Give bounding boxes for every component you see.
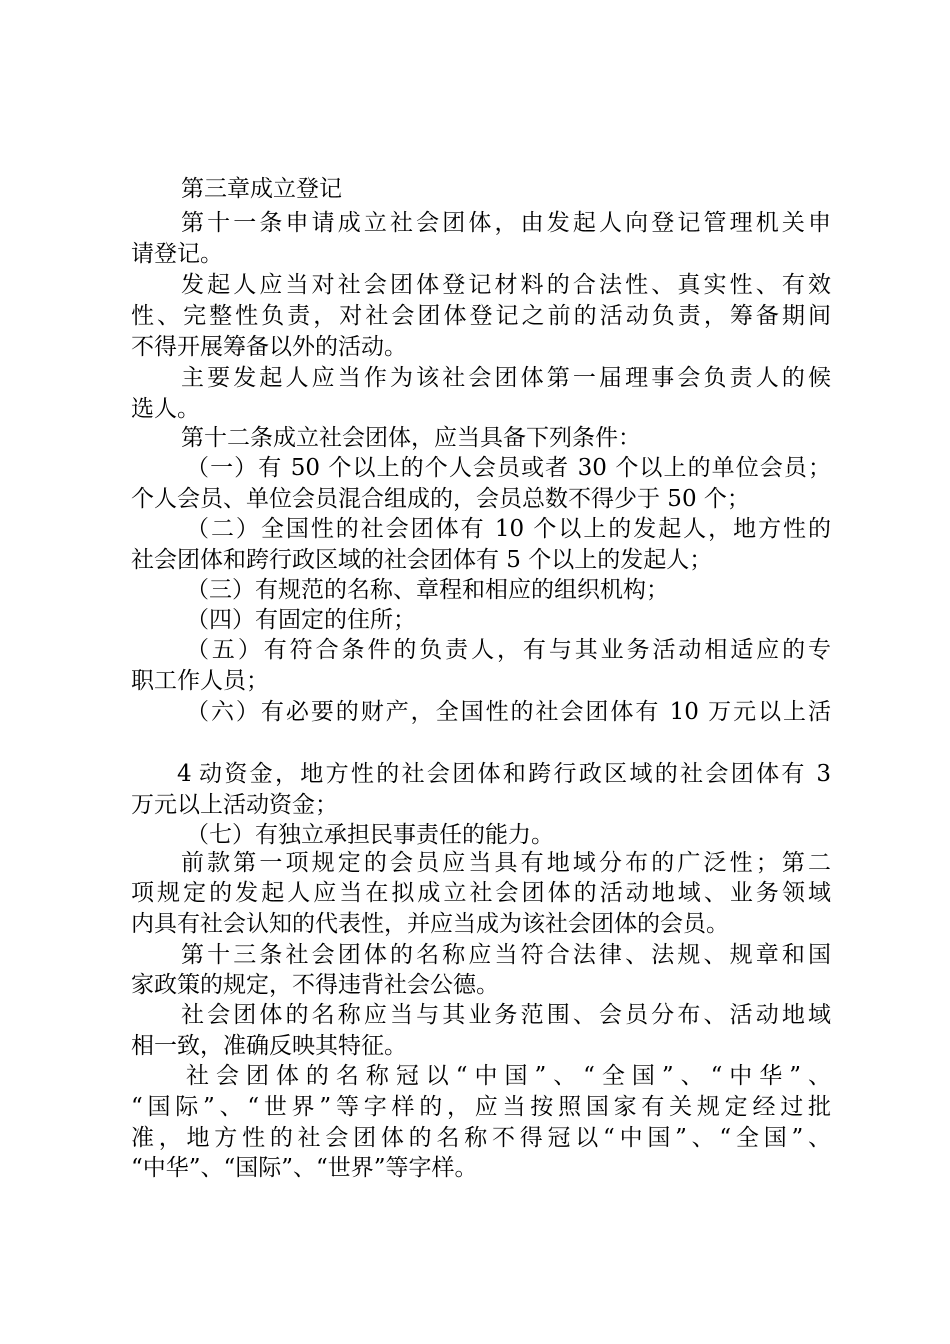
responsibility-paragraph-line-3: 不得开展筹备以外的活动。 [131,334,407,360]
name-prefix-paragraph-line-4: “中华”、“国际”、“世界”等字样。 [131,1155,478,1181]
condition-2-line-1: （二）全国性的社会团体有 10 个以上的发起人，地方性的 [186,516,831,542]
condition-2-line-2: 社会团体和跨行政区域的社会团体有 5 个以上的发起人； [131,547,713,573]
condition-6-continued-line-1: 动资金，地方性的社会团体和跨行政区域的社会团体有 3 [199,761,831,787]
name-scope-paragraph-line-1: 社会团体的名称应当与其业务范围、会员分布、活动地域 [181,1002,831,1028]
name-scope-paragraph-line-2: 相一致，准确反映其特征。 [131,1033,407,1059]
name-prefix-paragraph-line-2: “国际”、“世界”等字样的，应当按照国家有关规定经过批 [131,1094,831,1120]
name-prefix-paragraph-line-1: 社会团体的名称冠以“中国”、“全国”、“中华”、 [186,1063,831,1089]
condition-3: （三）有规范的名称、章程和相应的组织机构； [186,577,669,603]
article-13-line-1: 第十三条社会团体的名称应当符合法律、法规、规章和国 [181,942,831,968]
condition-7: （七）有独立承担民事责任的能力。 [186,822,554,848]
members-paragraph-line-2: 项规定的发起人应当在拟成立社会团体的活动地域、业务领域 [131,880,831,906]
page-number: 4 [177,761,192,787]
main-initiator-paragraph-line-1: 主要发起人应当作为该社会团体第一届理事会负责人的候 [181,365,831,391]
name-prefix-paragraph-line-3: 准，地方性的社会团体的名称不得冠以“中国”、“全国”、 [131,1125,831,1151]
article-13-line-2: 家政策的规定，不得违背社会公德。 [131,972,499,998]
condition-5-line-2: 职工作人员； [131,668,269,694]
article-12-line-1: 第十二条成立社会团体，应当具备下列条件： [181,425,641,451]
responsibility-paragraph-line-1: 发起人应当对社会团体登记材料的合法性、真实性、有效 [181,272,831,298]
main-initiator-paragraph-line-2: 选人。 [131,396,200,422]
members-paragraph-line-3: 内具有社会认知的代表性，并应当成为该社会团体的会员。 [131,911,729,937]
condition-5-line-1: （五）有符合条件的负责人，有与其业务活动相适应的专 [186,637,831,663]
responsibility-paragraph-line-2: 性、完整性负责，对社会团体登记之前的活动负责，筹备期间 [131,303,831,329]
chapter-heading: 第三章成立登记 [181,176,342,202]
condition-6-continued-line-2: 万元以上活动资金； [131,792,338,818]
condition-1-line-1: （一）有 50 个以上的个人会员或者 30 个以上的单位会员； [186,455,831,481]
article-11-line-1: 第十一条申请成立社会团体，由发起人向登记管理机关申 [181,210,831,236]
condition-4: （四）有固定的住所； [186,607,416,633]
article-11-line-2: 请登记。 [131,241,223,267]
members-paragraph-line-1: 前款第一项规定的会员应当具有地域分布的广泛性；第二 [181,850,831,876]
condition-6-line-1: （六）有必要的财产，全国性的社会团体有 10 万元以上活 [186,699,831,725]
condition-1-line-2: 个人会员、单位会员混合组成的，会员总数不得少于 50 个； [131,486,750,512]
